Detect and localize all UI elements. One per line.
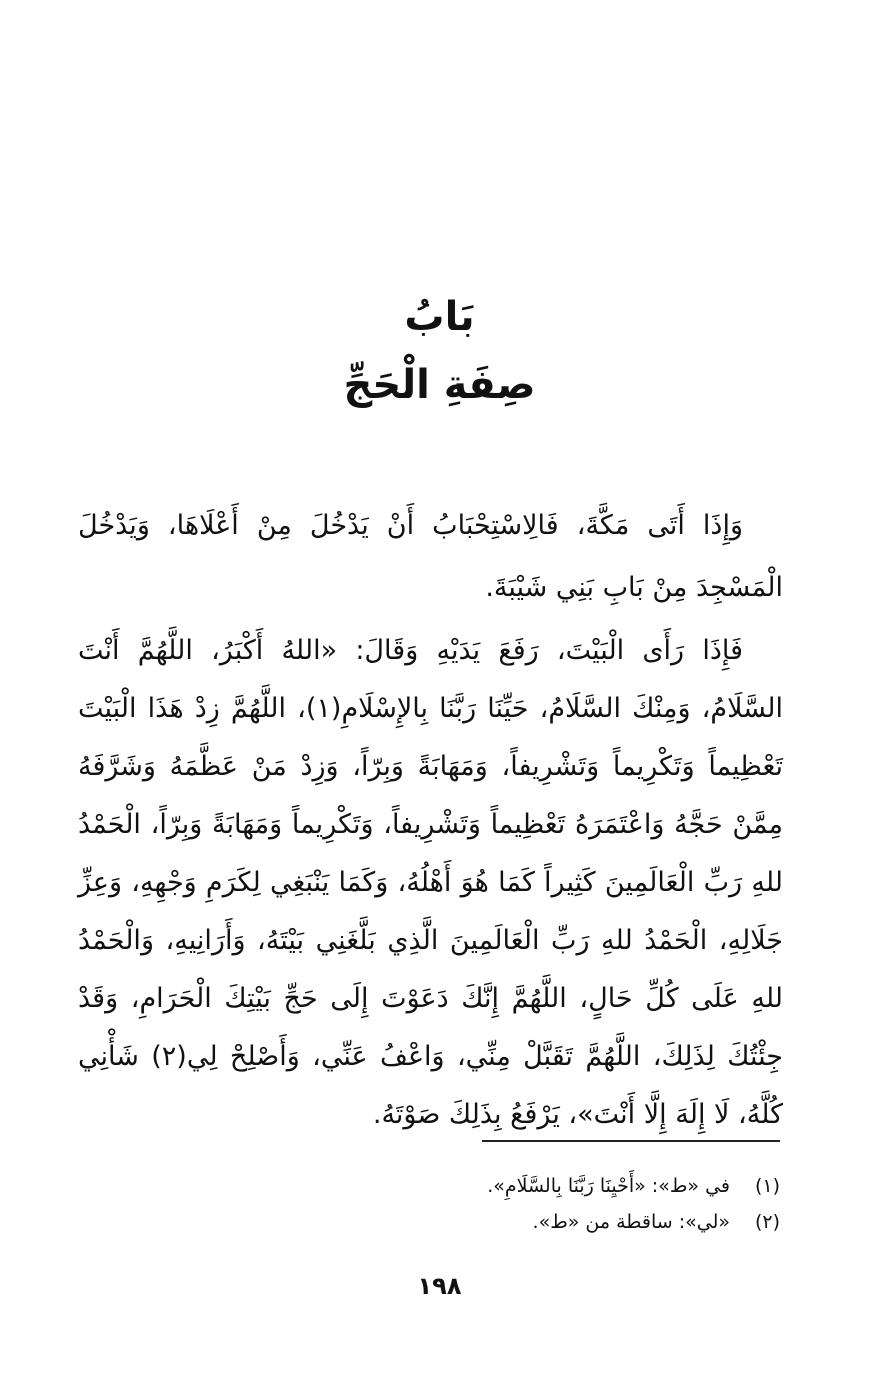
footnote-1 — [300, 1168, 780, 1204]
footnote-2 — [300, 1204, 780, 1240]
paragraph-dua-seeing-kaaba — [78, 622, 783, 1144]
footnote-text: «لي»: ساقطة من «ط». — [532, 1211, 730, 1233]
footnote-number: (٢) — [754, 1211, 780, 1233]
paragraph-text: وَإِذَا أَتَى مَكَّةَ، فَالِاسْتِحْبَابُ أَنْ يَدْخُلَ مِنْ أَعْلَاهَا، وَيَدْخُلَ الْمَسْجِدَ مِنْ بَابِ بَنِي شَيْبَةَ. — [78, 510, 783, 603]
footnotes — [300, 1168, 780, 1240]
chapter-title: صِفَةِ الْحَجِّ — [343, 362, 536, 408]
footnote-divider — [482, 1140, 780, 1142]
paragraph-text: فَإِذَا رَأَى الْبَيْتَ، رَفَعَ يَدَيْهِ وَقَالَ: «اللهُ أَكْبَرُ، اللَّهُمَّ أَنْتَ السَّلَامُ، وَمِنْكَ السَّلَامُ، حَيِّنَا رَبَّنَا بِالإِسْلَامِ(١)، اللَّهُمَّ زِدْ هَذَا الْبَيْتَ تَعْظِيماً وَتَكْرِيماً وَتَشْرِيفاً، وَمَهَابَةً وَبِرّاً، وَزِدْ مَنْ عَظَّمَهُ وَشَرَّفَهُ مِمَّنْ حَجَّهُ وَاعْتَمَرَهُ تَعْظِيماً وَتَشْرِيفاً، وَتَكْرِيماً وَمَهَابَةً وَبِرّاً، الْحَمْدُ للهِ رَبِّ الْعَالَمِينَ كَثِيراً كَمَا هُوَ أَهْلُهُ، وَكَمَا يَنْبَغِي لِكَرَمِ وَجْهِهِ، وَعِزِّ جَلَالِهِ، الْحَمْدُ للهِ رَبِّ الْعَالَمِينَ الَّذِي بَلَّغَنِي بَيْتَهُ، وَأَرَانِيهِ، وَالْحَمْدُ للهِ عَلَى كُلِّ حَالٍ، اللَّهُمَّ إِنَّكَ دَعَوْتَ إِلَى حَجِّ بَيْتِكَ الْحَرَامِ، وَقَدْ جِئْتُكَ لِذَلِكَ، اللَّهُمَّ تَقَبَّلْ مِنِّي، وَاعْفُ عَنِّي، وَأَصْلِحْ لِي(٢) شَأْنِي كُلَّهُ، لَا إِلَهَ إِلَّا أَنْتَ»، يَرْفَعُ بِذَلِكَ صَوْتَهُ. — [78, 635, 783, 1130]
footnote-text: في «ط»: «أَحْيِنَا رَبَّنَا بِالسَّلَامِ». — [487, 1175, 730, 1197]
page-number: ١٩٨ — [417, 1272, 462, 1300]
paragraph-entering-makkah — [78, 495, 783, 619]
chapter-label: بَابُ — [404, 294, 475, 340]
footnote-number: (١) — [754, 1175, 780, 1197]
